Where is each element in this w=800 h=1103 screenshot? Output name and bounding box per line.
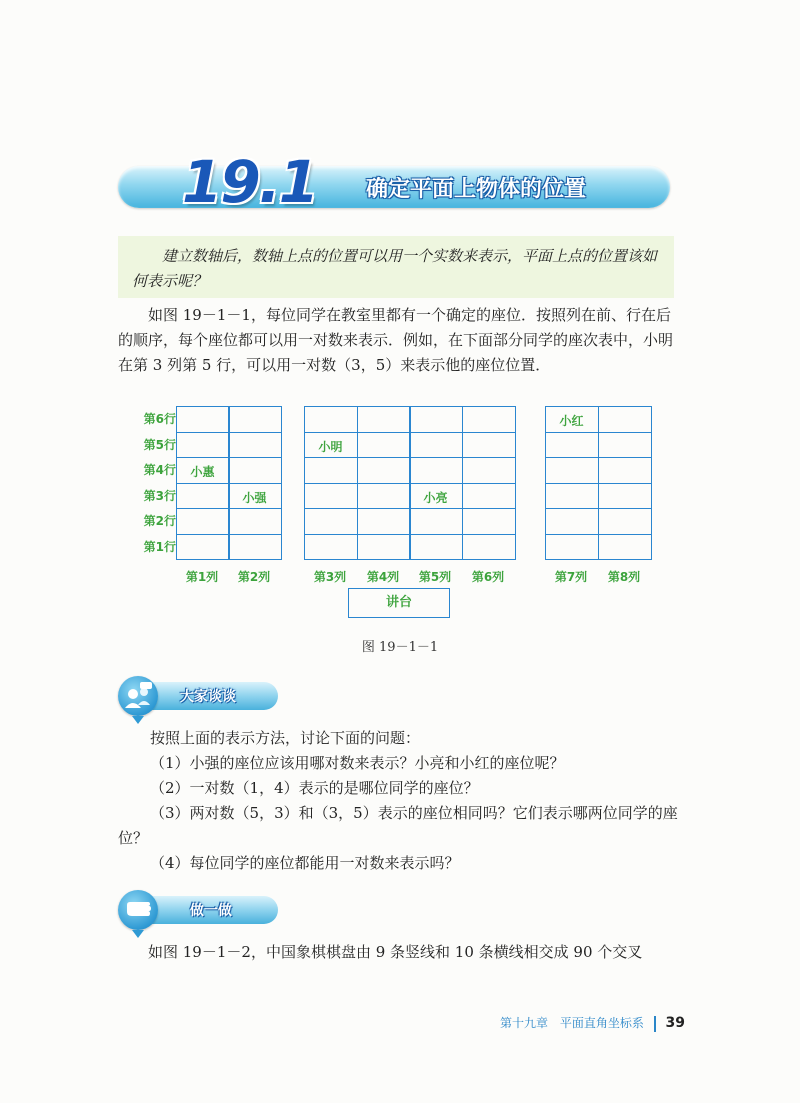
seat-cell (228, 508, 282, 535)
seat-cell (545, 432, 599, 459)
page-footer (500, 1014, 685, 1032)
seat-cell (545, 508, 599, 535)
row-label: 第5行 (143, 437, 176, 452)
activity-text: 如图 19－1－2，中国象棋棋盘由 9 条竖线和 10 条横线相交成 90 个交叉 (148, 943, 643, 961)
student-name: 小明 (318, 439, 343, 454)
seat-cell (462, 457, 516, 484)
activity-label: 做一做 (190, 903, 232, 919)
column-label: 第1列 (185, 570, 219, 584)
seat-cell (462, 508, 516, 535)
column-label: 第8列 (607, 570, 641, 584)
seat-cell (462, 406, 516, 433)
student-name: 小亮 (423, 490, 448, 505)
seat-cell (228, 457, 282, 484)
section-title: 确定平面上物体的位置 (366, 177, 587, 202)
podium: 讲台 (348, 588, 450, 618)
seat-cell (357, 432, 411, 459)
seat-cell (304, 483, 358, 510)
seat-cell (462, 483, 516, 510)
row-label: 第2行 (143, 514, 176, 528)
activity-pill (118, 890, 278, 930)
seat-cell (409, 432, 463, 459)
footer-chapter-title: 平面直角坐标系 (559, 1016, 644, 1030)
row-label: 第1行 (143, 539, 176, 554)
seat-cell (598, 457, 652, 484)
seat-cell (545, 483, 599, 510)
seat-cell (598, 508, 652, 535)
row-label: 第3行 (143, 488, 176, 503)
seat-cell (176, 508, 230, 535)
seat-cell (304, 406, 358, 433)
student-name: 小红 (559, 414, 584, 428)
seat-cell (545, 457, 599, 484)
seat-cell (304, 457, 358, 484)
intro-text: 建立数轴后，数轴上点的位置可以用一个实数来表示，平面上点的位置该如何表示呢？ (132, 247, 658, 290)
seat-cell (409, 406, 463, 433)
seat-cell (228, 534, 282, 561)
seat-cell (176, 483, 230, 510)
column-label: 第7列 (554, 570, 588, 584)
seat-cell (409, 534, 463, 561)
people-talking-icon (118, 676, 158, 716)
question-3: （3）两对数（5，3）和（3，5）表示的座位相同吗？它们表示哪两位同学的座位？ (118, 804, 678, 847)
column-label: 第4列 (366, 570, 400, 584)
paragraph-1: 如图 19－1－1，每位同学在教室里都有一个确定的座位．按照列在前、行在后的顺序，每个座位都可以用一对数来表示．例如，在下面部分同学的座次表中，小明在第 3 列第 5 行，可以用一对数（3，5）来表示他的座位位置． (118, 306, 674, 374)
activity-pill-tail (132, 930, 144, 938)
seat-cell (357, 406, 411, 433)
question-1: （1）小强的座位应该用哪对数来表示？小亮和小红的座位呢？ (150, 754, 565, 772)
column-label: 第6列 (471, 570, 505, 584)
seat-cell (176, 406, 230, 433)
student-name: 小强 (242, 490, 267, 505)
seat-cell (357, 534, 411, 561)
seating-chart (132, 400, 672, 590)
student-name: 小惠 (190, 465, 215, 479)
discuss-pill (118, 676, 278, 716)
seat-cell (304, 508, 358, 535)
seat-cell (462, 534, 516, 561)
discuss-label: 大家谈谈 (180, 689, 236, 705)
seat-cell (357, 483, 411, 510)
seat-cell (598, 432, 652, 459)
seat-cell (462, 432, 516, 459)
seat-cell (409, 457, 463, 484)
column-label: 第5列 (418, 570, 452, 584)
section-banner (118, 148, 670, 218)
section-number: 19.1 (182, 148, 318, 216)
seat-cell (598, 483, 652, 510)
seat-cell (176, 432, 230, 459)
question-4: （4）每位同学的座位都能用一对数来表示吗？ (150, 854, 460, 872)
intro-box (118, 236, 674, 298)
seat-cell (357, 508, 411, 535)
discuss-lead: 按照上面的表示方法，讨论下面的问题： (150, 729, 421, 747)
seat-cell (598, 534, 652, 561)
row-label: 第4行 (143, 463, 176, 477)
column-label: 第2列 (237, 570, 271, 584)
seat-cell (357, 457, 411, 484)
seat-cell (228, 432, 282, 459)
seat-cell (545, 534, 599, 561)
seat-cell (176, 534, 230, 561)
row-label: 第6行 (143, 412, 176, 426)
seat-cell (598, 406, 652, 433)
column-label: 第3列 (313, 570, 347, 584)
figure-caption: 图 19－1－1 (361, 640, 439, 655)
question-2: （2）一对数（1，4）表示的是哪位同学的座位？ (150, 779, 479, 797)
footer-divider (654, 1016, 656, 1032)
seat-cell (228, 406, 282, 433)
seat-cell (409, 508, 463, 535)
seat-cell (304, 534, 358, 561)
page-number: 39 (665, 1015, 685, 1031)
hand-icon (118, 890, 158, 930)
discuss-pill-tail (132, 716, 144, 724)
footer-chapter: 第十九章 (500, 1016, 549, 1030)
